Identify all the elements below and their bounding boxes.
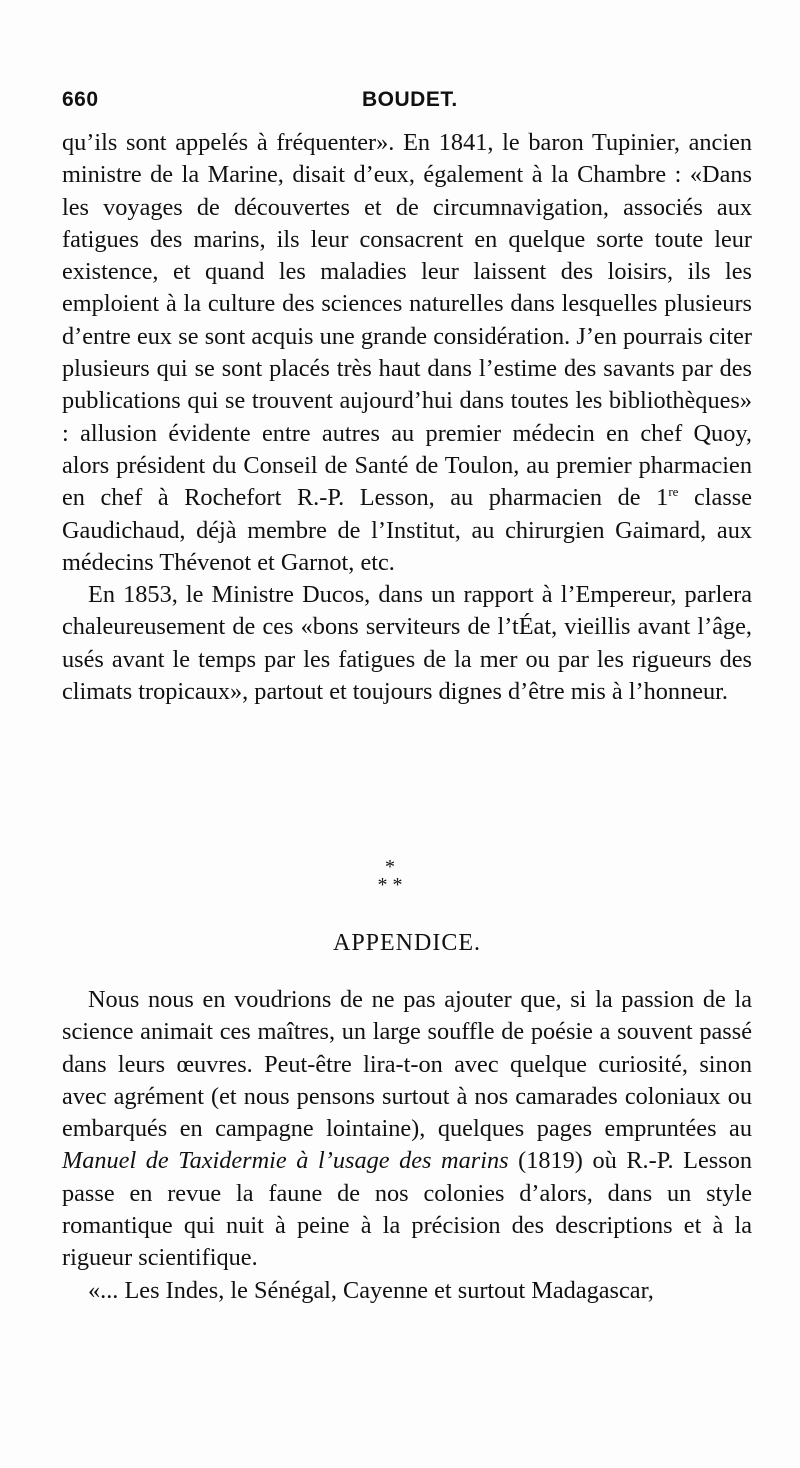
asterism-top: * — [385, 856, 395, 878]
paragraph-text: «... Les Indes, le Sénégal, Cayenne et surtout Madagascar, — [88, 1276, 654, 1304]
paragraph-text-end: (1819) où R.-P. Lesson passe en revue la faune de nos colonies d’alors, dans un style romantique qui nuit à peine à la précision des descriptions et à la rigueur scientifique. — [62, 1147, 752, 1272]
running-head — [62, 88, 752, 118]
main-text — [62, 127, 752, 708]
ordinal-superscript: re — [668, 484, 679, 500]
paragraph — [62, 984, 752, 1275]
asterism-separator — [360, 858, 420, 894]
class-number: 1 — [656, 484, 669, 512]
book-title: Manuel de Taxidermie à l’usage des marins — [62, 1147, 509, 1175]
paragraph — [62, 579, 752, 708]
paragraph-text: qu’ils sont appelés à fréquenter». En 1841, le baron Tupinier, ancien ministre de la Marine, disait d’eux, également à la Chambre : «Dans les voyages de découvertes et de circumnavigation, associés aux fatigues des marins, ils leur consacrent en quelque sorte toute leur existence, et quand les maladies leur laissent des loisirs, ils les emploient à la culture des sciences naturelles dans lesquelles plusieurs d’entre eux se sont acquis une grande considération. J’en pourrais citer plusieurs qui se sont placés très haut dans l’estime des savants par des publications qui se trouvent aujourd’hui dans toutes les bibliothèques» : allusion évidente entre autres au premier médecin en chef Quoy, alors président du Conseil de Santé de Toulon, au premier pharmacien en chef à Rochefort R.-P. Lesson, au pharmacien de — [62, 129, 752, 512]
asterism-bottom: * * — [377, 874, 403, 896]
running-title: BOUDET. — [362, 88, 458, 111]
paragraph-text-end: classe Gaudichaud, déjà membre de l’Institut, au chirurgien Gaimard, aux médecins Thévenot et Garnot, etc. — [62, 484, 753, 576]
paragraph-text: Nous nous en voudrions de ne pas ajouter que, si la passion de la science animait ces maîtres, un large souffle de poésie a souvent passé dans leurs œuvres. Peut-être lira-t-on avec quelque curiosité, sinon avec agrément (et nous pensons surtout à nos camarades coloniaux ou embarqués en campagne lointaine), quelques pages empruntées au — [62, 986, 752, 1143]
paragraph-text: En 1853, le Ministre Ducos, dans un rapport à l’Empereur, parlera chaleureusement de ces «bons serviteurs de l’tÉat, vieillis avant l’âge, usés avant le temps par les fatigues de la mer ou par les rigueurs des climats tropicaux», partout et toujours dignes d’être mis à l’honneur. — [62, 581, 752, 706]
appendix-text — [62, 984, 752, 1307]
section-heading: APPENDICE. — [332, 930, 481, 956]
page-number: 660 — [62, 88, 99, 111]
paragraph — [62, 127, 752, 579]
quotation-start — [62, 1275, 752, 1307]
